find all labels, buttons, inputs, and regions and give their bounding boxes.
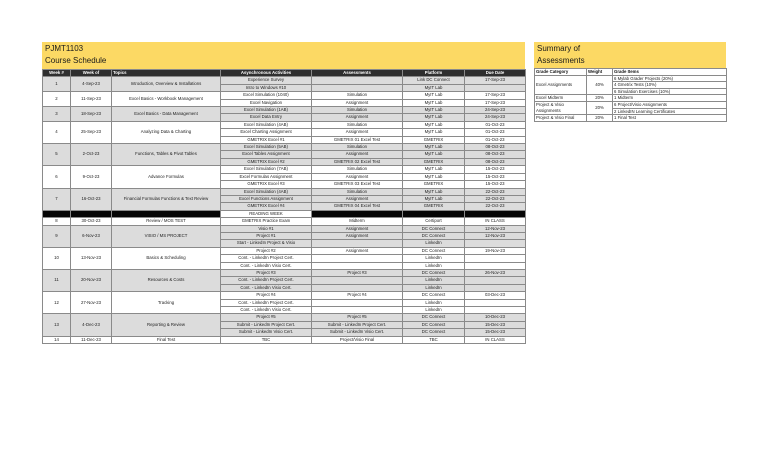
due-date <box>465 255 526 262</box>
due-date <box>465 284 526 291</box>
activity: GMETRIX Practice Exam <box>221 218 312 225</box>
assessment <box>312 84 403 91</box>
summary-table <box>534 68 727 122</box>
due-date: 12-Nov-23 <box>465 232 526 239</box>
platform: LinkedIn <box>403 284 465 291</box>
assessment: Assignment <box>312 151 403 158</box>
assessment: Submit - LinkedIn Visio Cert. <box>312 329 403 336</box>
due-date: IN CLASS <box>465 336 526 343</box>
week-number: 4 <box>43 121 71 143</box>
activity: GMETRIX Excel #4 <box>221 203 312 210</box>
assessment: Simulation <box>312 188 403 195</box>
table-row <box>43 314 526 321</box>
col-week-of: Week of <box>71 70 112 77</box>
col-topics: Topics <box>112 70 221 77</box>
week-of-date: 20-Nov-23 <box>71 269 112 291</box>
table-row <box>43 269 526 276</box>
assessment: Assignment <box>312 195 403 202</box>
col-due-date: Due Date <box>465 70 526 77</box>
platform: DC Connect <box>403 247 465 254</box>
table-row <box>43 107 526 114</box>
activity: Project #4 <box>221 292 312 299</box>
week-of-date: 4-Sep-23 <box>71 77 112 92</box>
assessment <box>312 299 403 306</box>
week-of-date: 2-Oct-23 <box>71 144 112 166</box>
due-date <box>465 299 526 306</box>
table-row <box>43 225 526 232</box>
week-of-date: 9-Oct-23 <box>71 166 112 188</box>
assessment <box>312 277 403 284</box>
activity: GMETRIX Excel #3 <box>221 181 312 188</box>
platform: Link DC Connect <box>403 77 465 84</box>
col-activities: Asynchronous Activities <box>221 70 312 77</box>
week-topic: Excel Basics - Data Management <box>112 107 221 122</box>
activity: Visio #1 <box>221 225 312 232</box>
assessment <box>312 77 403 84</box>
platform: GMETRIX <box>403 158 465 165</box>
platform: Certiport <box>403 218 465 225</box>
reading-week-filler <box>71 210 112 217</box>
activity: Project #3 <box>221 269 312 276</box>
assessment: Submit - LinkedIn Project Cert. <box>312 321 403 328</box>
due-date: IN CLASS <box>465 218 526 225</box>
course-schedule-title: Course Schedule <box>45 56 107 65</box>
platform: GMETRIX <box>403 181 465 188</box>
activity: TBC <box>221 336 312 343</box>
due-date: 08-Oct-23 <box>465 144 526 151</box>
summary-row <box>535 75 727 82</box>
summary-row <box>535 101 727 108</box>
platform: MyIT Lab <box>403 144 465 151</box>
week-number: 14 <box>43 336 71 343</box>
week-topic: Reporting & Review <box>112 314 221 336</box>
platform: DC Connect <box>403 292 465 299</box>
activity: Excel Formulas Assignment <box>221 173 312 180</box>
assessment <box>312 284 403 291</box>
platform: LinkedIn <box>403 255 465 262</box>
grade-weight: 20% <box>587 101 613 114</box>
week-topic: VISIO / MS PROJECT <box>112 225 221 247</box>
assessment: Assignment <box>312 173 403 180</box>
table-row <box>43 292 526 299</box>
due-date: 15-Oct-23 <box>465 166 526 173</box>
platform: DC Connect <box>403 225 465 232</box>
due-date: 24-Sep-23 <box>465 107 526 114</box>
reading-week-filler <box>312 210 403 217</box>
reading-week-label: READING WEEK <box>221 210 312 217</box>
grade-category: Excel Midterm <box>535 95 587 102</box>
activity: Cont. - LinkedIn Project Cert. <box>221 277 312 284</box>
platform: LinkedIn <box>403 299 465 306</box>
assessment: Simulation <box>312 92 403 99</box>
table-row <box>43 92 526 99</box>
grade-category: Excel Assignments <box>535 75 587 95</box>
week-number: 9 <box>43 225 71 247</box>
due-date: 24-Sep-23 <box>465 114 526 121</box>
reading-week-filler <box>112 210 221 217</box>
reading-week-filler <box>465 210 526 217</box>
grade-item: 6 Project/Visio Assignments <box>613 101 727 108</box>
due-date: 15-Oct-23 <box>465 181 526 188</box>
platform: DC Connect <box>403 329 465 336</box>
week-number: 8 <box>43 218 71 225</box>
summary-row <box>535 115 727 122</box>
platform: TBC <box>403 336 465 343</box>
assessment: GMETRIX 04 Excel Test <box>312 203 403 210</box>
activity: Project #2 <box>221 247 312 254</box>
reading-week-filler <box>43 210 71 217</box>
platform: GMETRIX <box>403 203 465 210</box>
activity: Start - LinkedIn Project & Visio <box>221 240 312 247</box>
platform: MyIT Lab <box>403 107 465 114</box>
due-date: 08-Oct-23 <box>465 158 526 165</box>
platform: MyIT Lab <box>403 195 465 202</box>
table-row <box>43 218 526 225</box>
table-row <box>43 247 526 254</box>
week-topic: Tracking <box>112 292 221 314</box>
grade-weight: 20% <box>587 115 613 122</box>
due-date <box>465 262 526 269</box>
assessment: Simulation <box>312 107 403 114</box>
due-date <box>465 84 526 91</box>
table-row <box>43 166 526 173</box>
week-of-date: 25-Sep-23 <box>71 121 112 143</box>
grade-weight: 20% <box>587 95 613 102</box>
platform: LinkedIn <box>403 262 465 269</box>
col-grade-items: Grade Items <box>613 69 727 76</box>
due-date <box>465 277 526 284</box>
week-number: 3 <box>43 107 71 122</box>
assessment <box>312 307 403 314</box>
reading-week-filler <box>403 210 465 217</box>
assessment <box>312 262 403 269</box>
week-number: 10 <box>43 247 71 269</box>
platform: GMETRIX <box>403 136 465 143</box>
activity: Cont. - LinkedIn Project Cert. <box>221 299 312 306</box>
grade-item: 4 Gmetrix Tests (10%) <box>613 82 727 89</box>
assessment: Project #4 <box>312 292 403 299</box>
activity: GMETRIX Excel #1 <box>221 136 312 143</box>
platform: DC Connect <box>403 269 465 276</box>
week-topic: Basics & Scheduling <box>112 247 221 269</box>
course-code: PJMT1103 <box>45 44 84 53</box>
activity: Cont. - LinkedIn Visio Cert. <box>221 307 312 314</box>
col-grade-category: Grade Category <box>535 69 587 76</box>
activity: Excel Simulation (4AB) <box>221 121 312 128</box>
summary-title-line1: Summary of <box>537 44 581 53</box>
week-number: 6 <box>43 166 71 188</box>
platform: LinkedIn <box>403 307 465 314</box>
due-date: 01-Oct-23 <box>465 136 526 143</box>
due-date: 22-Oct-23 <box>465 203 526 210</box>
summary-header <box>534 42 726 68</box>
activity: Excel Simulation (4AB) <box>221 188 312 195</box>
activity: Excel Functions Assignment <box>221 195 312 202</box>
assessment: Assignment <box>312 232 403 239</box>
assessment: Simulation <box>312 166 403 173</box>
activity: Cont. - LinkedIn Visio Cert. <box>221 284 312 291</box>
assessment: GMETRIX 03 Excel Test <box>312 181 403 188</box>
week-of-date: 6-Nov-23 <box>71 225 112 247</box>
platform: MyIT Lab <box>403 129 465 136</box>
due-date: 10-Dec-23 <box>465 314 526 321</box>
schedule-header <box>42 42 525 70</box>
due-date: 22-Oct-23 <box>465 188 526 195</box>
schedule-body <box>43 77 526 344</box>
col-platform: Platform <box>403 70 465 77</box>
activity: GMETRIX Excel #2 <box>221 158 312 165</box>
week-of-date: 13-Nov-23 <box>71 247 112 269</box>
activity: Excel Navigation <box>221 99 312 106</box>
platform: MyIT Lab <box>403 173 465 180</box>
platform: LinkedIn <box>403 240 465 247</box>
col-weight: Weight <box>587 69 613 76</box>
assessment: Assignment <box>312 129 403 136</box>
week-of-date: 16-Oct-23 <box>71 188 112 210</box>
week-topic: Final Test <box>112 336 221 343</box>
activity: Project #5 <box>221 314 312 321</box>
activity: Excel Charting Assignment <box>221 129 312 136</box>
table-row <box>43 336 526 343</box>
activity: Excel Simulation (7AB) <box>221 166 312 173</box>
platform: MyIT Lab <box>403 99 465 106</box>
due-date: 17-Sep-23 <box>465 77 526 84</box>
assessment: Assignment <box>312 114 403 121</box>
grade-weight: 40% <box>587 75 613 95</box>
due-date <box>465 240 526 247</box>
summary-header-row <box>535 69 727 76</box>
activity: Excel Data Entry <box>221 114 312 121</box>
week-of-date: 30-Oct-23 <box>71 218 112 225</box>
grade-item: 1 Final Test <box>613 115 727 122</box>
activity: Excel Simulation (1040) <box>221 92 312 99</box>
platform: DC Connect <box>403 321 465 328</box>
assessment: Project/Visio Final <box>312 336 403 343</box>
summary-body <box>535 75 727 121</box>
due-date: 26-Nov-23 <box>465 269 526 276</box>
col-week-num: Week # <box>43 70 71 77</box>
grade-item: 2 LinkedIN Learning Certificates <box>613 108 727 115</box>
platform: MyIT Lab <box>403 166 465 173</box>
due-date: 01-Oct-23 <box>465 129 526 136</box>
due-date: 15-Dec-23 <box>465 321 526 328</box>
assessment: Simulation <box>312 121 403 128</box>
due-date: 15-Oct-23 <box>465 173 526 180</box>
summary-row <box>535 95 727 102</box>
week-number: 2 <box>43 92 71 107</box>
platform: LinkedIn <box>403 277 465 284</box>
activity: Excel Simulation (5AB) <box>221 144 312 151</box>
week-topic: Functions, Tables & Pivot Tables <box>112 144 221 166</box>
week-number: 7 <box>43 188 71 210</box>
week-topic: Review / MOS TEST <box>112 218 221 225</box>
platform: MyIT Lab <box>403 114 465 121</box>
activity: Excel Tables Assignment <box>221 151 312 158</box>
assessment: Assignment <box>312 225 403 232</box>
assessment: Midterm <box>312 218 403 225</box>
schedule-header-row <box>43 70 526 77</box>
week-topic: Financial Formulas Functions & Text Review <box>112 188 221 210</box>
week-of-date: 11-Sep-23 <box>71 92 112 107</box>
week-topic: Resources & Costs <box>112 269 221 291</box>
due-date: 15-Dec-23 <box>465 329 526 336</box>
assessment: Assignment <box>312 99 403 106</box>
week-topic: Excel Basics - Workbook Management <box>112 92 221 107</box>
due-date: 03-Dec-23 <box>465 292 526 299</box>
due-date <box>465 307 526 314</box>
assessment: Project #3 <box>312 269 403 276</box>
week-of-date: 4-Dec-23 <box>71 314 112 336</box>
grade-category: Project & Visio Final <box>535 115 587 122</box>
activity: Cont. - LinkedIn Project Cert. <box>221 255 312 262</box>
grade-item: 6 Mylab Grader Projects (20%) <box>613 75 727 82</box>
table-row <box>43 144 526 151</box>
summary-title-line2: Assessments <box>537 56 585 65</box>
activity: Project #1 <box>221 232 312 239</box>
activity: Cont. - LinkedIn Visio Cert. <box>221 262 312 269</box>
platform: MyIT Lab <box>403 151 465 158</box>
activity: Submit - LinkedIn Project Cert. <box>221 321 312 328</box>
assessment: GMETRIX 02 Excel Test <box>312 158 403 165</box>
due-date: 01-Oct-23 <box>465 121 526 128</box>
grade-item: 1 Midterm <box>613 95 727 102</box>
grade-category: Project & Visio Assignments <box>535 101 587 114</box>
due-date: 12-Nov-23 <box>465 225 526 232</box>
due-date: 17-Sep-23 <box>465 99 526 106</box>
table-row <box>43 188 526 195</box>
assessment <box>312 240 403 247</box>
week-of-date: 27-Nov-23 <box>71 292 112 314</box>
week-number: 12 <box>43 292 71 314</box>
platform: DC Connect <box>403 314 465 321</box>
week-topic: Advance Formulas <box>112 166 221 188</box>
due-date: 08-Oct-23 <box>465 151 526 158</box>
platform: DC Connect <box>403 232 465 239</box>
schedule-table <box>42 69 526 344</box>
grade-item: 6 Simulation Exercises (10%) <box>613 88 727 95</box>
week-number: 1 <box>43 77 71 92</box>
activity: Experience Survey <box>221 77 312 84</box>
table-row <box>43 77 526 84</box>
due-date: 19-Nov-23 <box>465 247 526 254</box>
table-row <box>43 121 526 128</box>
week-topic: Analyzing Data & Charting <box>112 121 221 143</box>
due-date: 22-Oct-23 <box>465 195 526 202</box>
reading-week-row <box>43 210 526 217</box>
assessment <box>312 255 403 262</box>
activity: Intro to Windows #10 <box>221 84 312 91</box>
activity: Submit - LinkedIn Visio Cert. <box>221 329 312 336</box>
week-number: 5 <box>43 144 71 166</box>
week-topic: Introduction, Overview & Installations <box>112 77 221 92</box>
platform: MyIT Lab <box>403 188 465 195</box>
week-of-date: 18-Sep-23 <box>71 107 112 122</box>
platform: MyIT Lab <box>403 92 465 99</box>
assessment: Assignment <box>312 247 403 254</box>
activity: Excel Simulation (1AB) <box>221 107 312 114</box>
platform: MyIT Lab <box>403 121 465 128</box>
week-of-date: 11-Dec-23 <box>71 336 112 343</box>
assessment: Simulation <box>312 144 403 151</box>
week-number: 13 <box>43 314 71 336</box>
due-date: 17-Sep-23 <box>465 92 526 99</box>
week-number: 11 <box>43 269 71 291</box>
col-assessments: Assessments <box>312 70 403 77</box>
assessment: Project #5 <box>312 314 403 321</box>
assessment: GMETRIX 01 Excel Test <box>312 136 403 143</box>
platform: MyIT Lab <box>403 84 465 91</box>
